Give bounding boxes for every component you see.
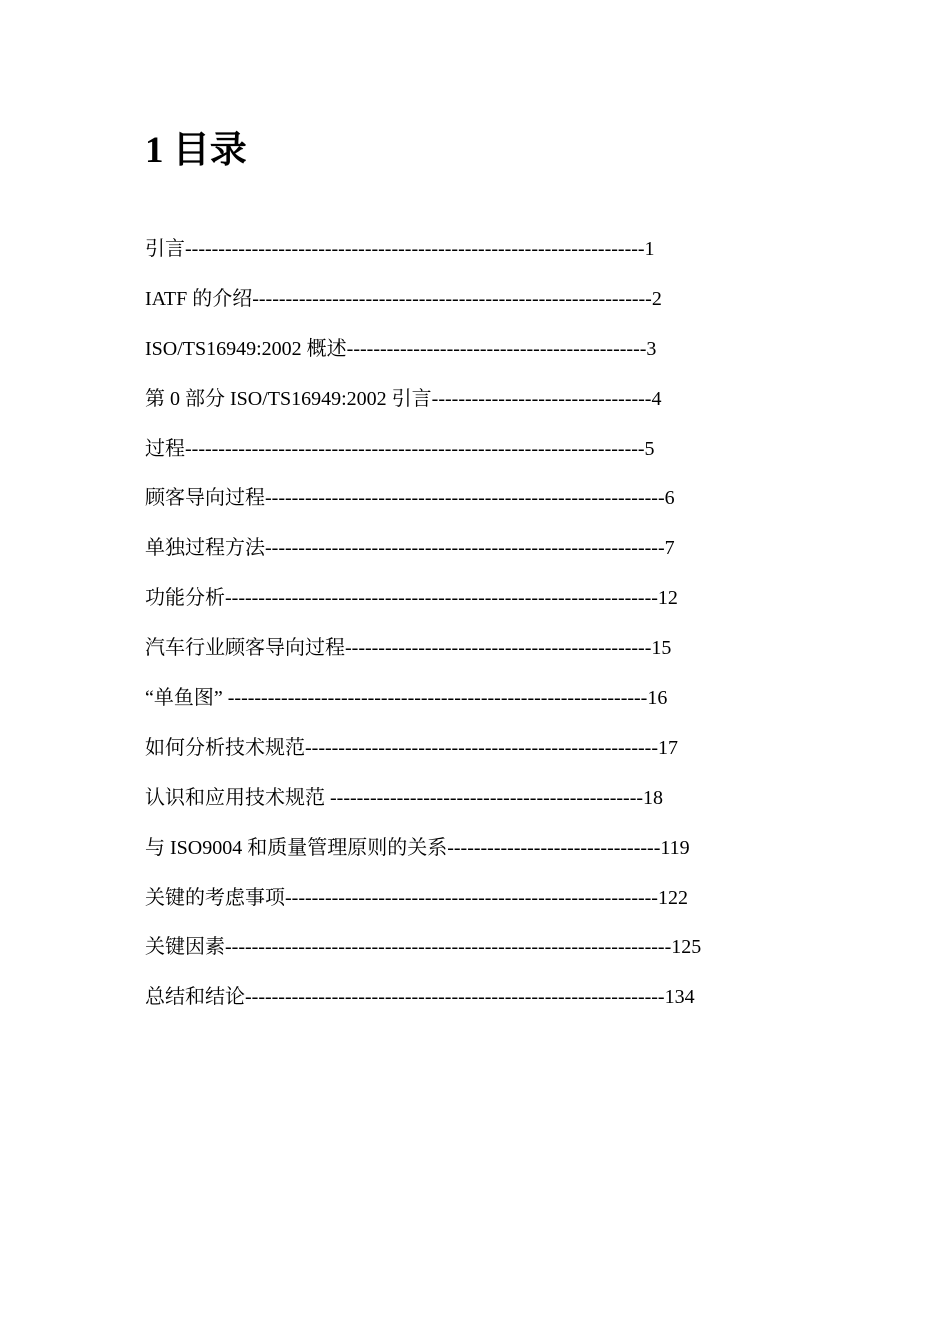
- toc-entry: 认识和应用技术规范 -----------------------------------------------18: [145, 786, 664, 809]
- toc-entry: 第 0 部分 ISO/TS16949:2002 引言---------------------------------4: [145, 387, 662, 410]
- toc-entry: 关键因素-------------------------------------------------------------------125: [145, 936, 702, 959]
- toc-entry: ISO/TS16949:2002 概述---------------------------------------------3: [145, 337, 657, 360]
- toc-entry: 顾客导向过程------------------------------------------------------------6: [145, 487, 675, 510]
- toc-entry: 过程---------------------------------------------------------------------5: [145, 437, 655, 460]
- toc-entry: 引言---------------------------------------------------------------------1: [145, 238, 655, 260]
- toc-entry: 总结和结论---------------------------------------------------------------134: [145, 986, 695, 1009]
- toc-heading-title: 目录: [172, 130, 247, 171]
- toc-entry: 与 ISO9004 和质量管理原则的关系--------------------------------119: [145, 836, 690, 859]
- toc-entry: IATF 的介绍------------------------------------------------------------2: [145, 287, 662, 310]
- toc-entry: 汽车行业顾客导向过程----------------------------------------------15: [145, 637, 672, 660]
- toc-heading: [145, 128, 247, 174]
- toc-list: [145, 234, 701, 1032]
- toc-entry: 如何分析技术规范-----------------------------------------------------17: [145, 736, 678, 759]
- toc-entry: “单鱼图” ---------------------------------------------------------------16: [145, 687, 668, 710]
- toc-heading-number: 1: [145, 130, 164, 171]
- toc-entry: 关键的考虑事项--------------------------------------------------------122: [145, 886, 688, 909]
- toc-entry: 单独过程方法------------------------------------------------------------7: [145, 537, 675, 560]
- toc-entry: 功能分析-----------------------------------------------------------------12: [145, 587, 678, 610]
